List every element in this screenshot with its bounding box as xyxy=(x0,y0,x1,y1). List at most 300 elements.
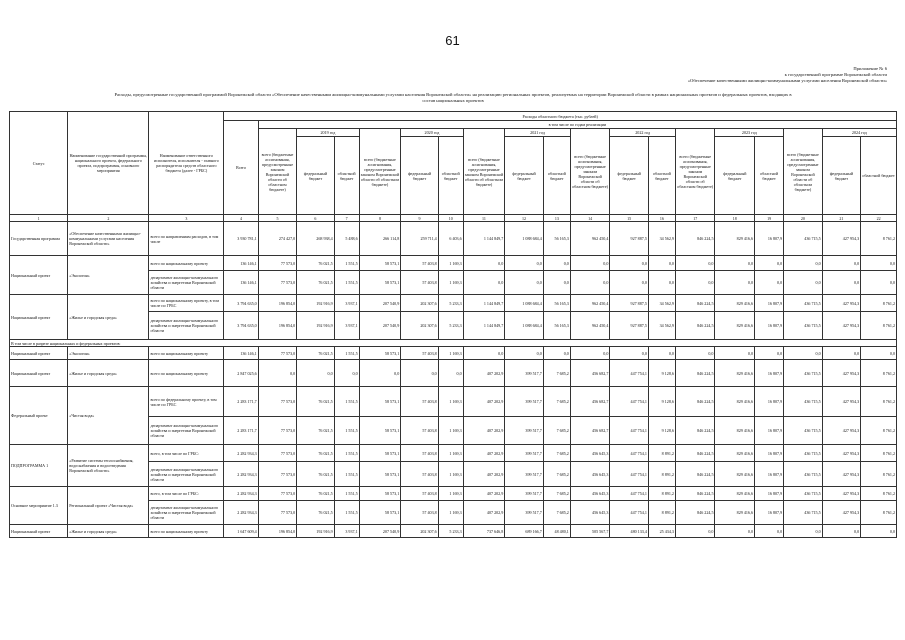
value-cell: 0,0 xyxy=(784,271,823,295)
header-year-2020: 2020 год xyxy=(401,129,463,137)
row-executor: всего, в том числе по ГРБС: xyxy=(149,445,224,462)
value-cell: 846 224,5 xyxy=(675,445,715,462)
table-row xyxy=(10,347,897,360)
value-cell: 447 754,1 xyxy=(610,501,649,525)
row-status: Национальный проект xyxy=(10,360,68,387)
value-cell: 58 573,1 xyxy=(359,347,401,360)
table-row xyxy=(10,487,897,501)
value-cell: 407 202,9 xyxy=(463,417,505,445)
column-number: 10 xyxy=(438,215,463,222)
value-cell: 0,0 xyxy=(715,271,755,295)
value-cell: 436 715,5 xyxy=(784,295,823,312)
header-all-2019: всего (бюджетные ассигнования, предусмотренные законом Воронежской области об областном бюджете) xyxy=(258,129,297,215)
header-year-2024: 2024 год xyxy=(822,129,896,137)
value-cell: 77 573,0 xyxy=(258,462,297,487)
row-status: Национальный проект xyxy=(10,347,68,360)
value-cell: 407 202,9 xyxy=(463,445,505,462)
value-cell: 7 685,2 xyxy=(543,360,570,387)
value-cell: 57 403,8 xyxy=(401,256,438,271)
table-row xyxy=(10,387,897,417)
value-cell: 77 573,0 xyxy=(258,256,297,271)
value-cell: 196 854,0 xyxy=(258,295,297,312)
row-status: Национальный проект xyxy=(10,525,68,538)
value-cell: 1 551,5 xyxy=(334,462,359,487)
column-number: 8 xyxy=(359,215,401,222)
value-cell: 427 954,3 xyxy=(822,295,861,312)
value-cell: 0,0 xyxy=(610,347,649,360)
value-cell: 57 403,8 xyxy=(401,462,438,487)
column-number: 6 xyxy=(297,215,334,222)
value-cell: 202 307,6 xyxy=(401,295,438,312)
value-cell: 57 403,8 xyxy=(401,417,438,445)
value-cell: 927 887,5 xyxy=(610,312,649,340)
value-cell: 76 021,5 xyxy=(297,256,334,271)
value-cell: 427 954,3 xyxy=(822,462,861,487)
value-cell: 77 573,0 xyxy=(258,347,297,360)
value-cell: 427 954,3 xyxy=(822,487,861,501)
value-cell: 57 403,8 xyxy=(401,271,438,295)
value-cell: 202 307,6 xyxy=(401,312,438,340)
value-cell: 0,0 xyxy=(755,347,784,360)
value-cell: 829 416,6 xyxy=(715,445,755,462)
value-cell: 0,0 xyxy=(822,347,861,360)
value-cell: 0,0 xyxy=(675,271,715,295)
value-cell: 0,0 xyxy=(359,360,401,387)
value-cell: 16 807,9 xyxy=(755,462,784,487)
value-cell: 399 517,7 xyxy=(505,487,544,501)
value-cell: 8 761,2 xyxy=(861,222,897,256)
value-cell: 456 645,3 xyxy=(570,501,610,525)
header-year-2023: 2023 год xyxy=(715,129,784,137)
value-cell: 16 807,9 xyxy=(755,312,784,340)
value-cell: 399 517,7 xyxy=(505,417,544,445)
value-cell: 0,0 xyxy=(543,347,570,360)
value-cell: 0,0 xyxy=(675,525,715,538)
value-cell: 77 573,0 xyxy=(258,487,297,501)
row-executor: департамент жилищно-коммунального хозяйства и энергетики Воронежской области xyxy=(149,417,224,445)
value-cell: 0,0 xyxy=(463,347,505,360)
value-cell: 0,0 xyxy=(505,271,544,295)
value-cell: 2 282 934,3 xyxy=(224,501,258,525)
row-executor: департамент жилищно-коммунального хозяйства и энергетики Воронежской области xyxy=(149,271,224,295)
value-cell: 192 916,9 xyxy=(297,295,334,312)
value-cell: 8 761,2 xyxy=(861,501,897,525)
value-cell: 1 088 684,4 xyxy=(505,222,544,256)
value-cell: 737 646,8 xyxy=(463,525,505,538)
value-cell: 0,0 xyxy=(715,525,755,538)
value-cell: 3 794 635,0 xyxy=(224,295,258,312)
row-name: «Обеспечение качественными жилищно-коммунальными услугами населения Воронежской области» xyxy=(68,222,149,256)
value-cell: 0,0 xyxy=(861,525,897,538)
value-cell: 34 562,9 xyxy=(648,312,675,340)
value-cell: 436 715,5 xyxy=(784,487,823,501)
value-cell: 1 551,5 xyxy=(334,417,359,445)
value-cell: 829 416,6 xyxy=(715,360,755,387)
header-federal: федеральный бюджет xyxy=(715,137,755,215)
value-cell: 427 954,3 xyxy=(822,445,861,462)
value-cell: 136 146,1 xyxy=(224,271,258,295)
value-cell: 427 954,3 xyxy=(822,387,861,417)
value-cell: 9 128,6 xyxy=(648,387,675,417)
value-cell: 58 573,1 xyxy=(359,462,401,487)
value-cell: 0,0 xyxy=(648,347,675,360)
value-cell: 962 450,4 xyxy=(570,295,610,312)
value-cell: 1 169,3 xyxy=(438,501,463,525)
value-cell: 436 715,5 xyxy=(784,312,823,340)
value-cell: 427 954,3 xyxy=(822,417,861,445)
caption-line-2: состав национальных проектов xyxy=(422,98,484,103)
value-cell: 0,0 xyxy=(505,347,544,360)
value-cell: 436 715,5 xyxy=(784,417,823,445)
value-cell: 447 754,1 xyxy=(610,417,649,445)
value-cell: 480 133,4 xyxy=(610,525,649,538)
table-row xyxy=(10,445,897,462)
value-cell: 0,0 xyxy=(822,271,861,295)
value-cell: 0,0 xyxy=(755,271,784,295)
value-cell: 2 283 171,7 xyxy=(224,417,258,445)
value-cell: 399 517,7 xyxy=(505,387,544,417)
section-row xyxy=(10,340,897,347)
value-cell: 447 754,1 xyxy=(610,360,649,387)
value-cell: 447 754,1 xyxy=(610,387,649,417)
value-cell: 0,0 xyxy=(715,256,755,271)
value-cell: 1 144 849,7 xyxy=(463,295,505,312)
column-number: 13 xyxy=(543,215,570,222)
value-cell: 8 891,2 xyxy=(648,501,675,525)
value-cell: 846 224,5 xyxy=(675,487,715,501)
value-cell: 2 282 934,3 xyxy=(224,487,258,501)
header-regional: областной бюджет xyxy=(334,137,359,215)
value-cell: 76 021,5 xyxy=(297,462,334,487)
value-cell: 58 573,1 xyxy=(359,271,401,295)
column-number: 17 xyxy=(675,215,715,222)
value-cell: 76 021,5 xyxy=(297,445,334,462)
value-cell: 447 754,1 xyxy=(610,462,649,487)
value-cell: 57 403,8 xyxy=(401,387,438,417)
value-cell: 1 551,5 xyxy=(334,347,359,360)
value-cell: 0,0 xyxy=(755,525,784,538)
value-cell: 0,0 xyxy=(334,360,359,387)
row-status: Национальный проект xyxy=(10,295,68,340)
table-row xyxy=(10,360,897,387)
value-cell: 76 021,5 xyxy=(297,271,334,295)
row-name: Региональный проект «Чистая вода» xyxy=(68,487,149,525)
column-number: 1 xyxy=(10,215,68,222)
value-cell: 927 887,5 xyxy=(610,222,649,256)
value-cell: 1 551,5 xyxy=(334,487,359,501)
value-cell: 0,0 xyxy=(505,256,544,271)
value-cell: 0,0 xyxy=(543,256,570,271)
row-executor: всего по национальному проекту xyxy=(149,347,224,360)
value-cell: 0,0 xyxy=(610,256,649,271)
value-cell: 77 573,0 xyxy=(258,445,297,462)
row-executor: департамент жилищно-коммунального хозяйства и энергетики Воронежской области xyxy=(149,312,224,340)
value-cell: 8 761,2 xyxy=(861,462,897,487)
value-cell: 57 403,8 xyxy=(401,445,438,462)
column-number: 16 xyxy=(648,215,675,222)
value-cell: 25 434,3 xyxy=(648,525,675,538)
value-cell: 5 488,6 xyxy=(334,222,359,256)
header-year-2019: 2019 год xyxy=(297,129,359,137)
value-cell: 0,0 xyxy=(570,256,610,271)
value-cell: 58 573,1 xyxy=(359,417,401,445)
value-cell: 829 416,6 xyxy=(715,501,755,525)
value-cell: 846 224,5 xyxy=(675,222,715,256)
value-cell: 0,0 xyxy=(570,347,610,360)
value-cell: 0,0 xyxy=(543,271,570,295)
value-cell: 456 645,3 xyxy=(570,487,610,501)
value-cell: 192 916,9 xyxy=(297,312,334,340)
value-cell: 9 128,6 xyxy=(648,360,675,387)
value-cell: 689 166,7 xyxy=(505,525,544,538)
value-cell: 136 146,1 xyxy=(224,256,258,271)
value-cell: 0,0 xyxy=(648,256,675,271)
value-cell: 58 573,1 xyxy=(359,487,401,501)
appendix-line-2: к государственной программе Воронежской области xyxy=(784,72,887,77)
value-cell: 266 114,8 xyxy=(359,222,401,256)
value-cell: 0,0 xyxy=(822,525,861,538)
value-cell: 76 021,5 xyxy=(297,417,334,445)
value-cell: 1 551,5 xyxy=(334,271,359,295)
row-executor: всего по федеральному проекту, в том числе по ГРБС xyxy=(149,387,224,417)
value-cell: 207 540,9 xyxy=(359,525,401,538)
header-federal: федеральный бюджет xyxy=(822,137,861,215)
value-cell: 76 021,5 xyxy=(297,501,334,525)
column-number: 3 xyxy=(149,215,224,222)
column-number: 4 xyxy=(224,215,258,222)
value-cell: 2 283 171,7 xyxy=(224,387,258,417)
value-cell: 829 416,6 xyxy=(715,387,755,417)
value-cell: 1 088 684,4 xyxy=(505,312,544,340)
value-cell: 0,0 xyxy=(648,271,675,295)
value-cell: 207 540,9 xyxy=(359,295,401,312)
value-cell: 2 847 025,6 xyxy=(224,360,258,387)
value-cell: 1 647 609,4 xyxy=(224,525,258,538)
header-status: Статус xyxy=(10,112,68,215)
value-cell: 427 954,3 xyxy=(822,312,861,340)
value-cell: 1 169,3 xyxy=(438,256,463,271)
row-status: Национальный проект xyxy=(10,256,68,295)
value-cell: 436 715,5 xyxy=(784,501,823,525)
value-cell: 76 021,5 xyxy=(297,347,334,360)
header-all-2023: всего (бюджетные ассигнования, предусмотренные законом Воронежской области об областном бюджете) xyxy=(675,129,715,215)
value-cell: 0,0 xyxy=(861,347,897,360)
value-cell: 3 930 781,1 xyxy=(224,222,258,256)
value-cell: 274 427,0 xyxy=(258,222,297,256)
row-status: Основное мероприятие 1.3 xyxy=(10,487,68,525)
column-number: 14 xyxy=(570,215,610,222)
value-cell: 1 144 849,7 xyxy=(463,222,505,256)
value-cell: 58 573,1 xyxy=(359,256,401,271)
value-cell: 456 645,3 xyxy=(570,462,610,487)
value-cell: 1 169,3 xyxy=(438,487,463,501)
column-number: 15 xyxy=(610,215,649,222)
value-cell: 846 224,5 xyxy=(675,387,715,417)
value-cell: 829 416,6 xyxy=(715,487,755,501)
value-cell: 192 916,9 xyxy=(297,525,334,538)
row-name: «Жилье и городская среда» xyxy=(68,295,149,340)
value-cell: 0,0 xyxy=(822,256,861,271)
column-number: 12 xyxy=(505,215,544,222)
column-number: 9 xyxy=(401,215,438,222)
value-cell: 16 807,9 xyxy=(755,387,784,417)
value-cell: 1 169,3 xyxy=(438,347,463,360)
value-cell: 846 224,5 xyxy=(675,417,715,445)
value-cell: 427 954,3 xyxy=(822,501,861,525)
value-cell: 77 573,0 xyxy=(258,387,297,417)
value-cell: 1 169,3 xyxy=(438,271,463,295)
value-cell: 8 761,2 xyxy=(861,360,897,387)
value-cell: 58 573,1 xyxy=(359,387,401,417)
value-cell: 0,0 xyxy=(463,256,505,271)
value-cell: 5 233,3 xyxy=(438,312,463,340)
value-cell: 1 169,3 xyxy=(438,445,463,462)
caption-line-1: Расходы, предусмотренные государственной программой Воронежской области «Обеспечение качественными жилищно-коммунальными услугами населения Воронежской области» на реализацию региональных проектов, реализуемых на территории Воронежской области в рамках национальных проектов и федеральных проектов, входящих в xyxy=(114,92,792,97)
value-cell: 846 224,5 xyxy=(675,295,715,312)
value-cell: 407 202,9 xyxy=(463,487,505,501)
value-cell: 76 021,5 xyxy=(297,387,334,417)
value-cell: 2 282 934,3 xyxy=(224,445,258,462)
value-cell: 58 573,1 xyxy=(359,501,401,525)
value-cell: 0,0 xyxy=(675,256,715,271)
value-cell: 407 202,9 xyxy=(463,462,505,487)
row-name: «Жилье и городская среда» xyxy=(68,360,149,387)
value-cell: 3 794 635,0 xyxy=(224,312,258,340)
value-cell: 456 682,7 xyxy=(570,417,610,445)
table-row xyxy=(10,222,897,256)
value-cell: 0,0 xyxy=(784,347,823,360)
value-cell: 0,0 xyxy=(463,271,505,295)
section-label: В том числе в разрезе национальных и федеральных проектов: xyxy=(10,340,897,347)
row-status: Государственная программа xyxy=(10,222,68,256)
value-cell: 16 807,9 xyxy=(755,487,784,501)
table-caption xyxy=(8,92,898,104)
value-cell: 1 169,3 xyxy=(438,417,463,445)
row-executor: всего по национальному проекту xyxy=(149,360,224,387)
row-name: «Чистая вода» xyxy=(68,387,149,445)
value-cell: 846 224,5 xyxy=(675,312,715,340)
header-federal: федеральный бюджет xyxy=(297,137,334,215)
column-number: 19 xyxy=(755,215,784,222)
column-number: 22 xyxy=(861,215,897,222)
header-all-2024: всего (бюджетные ассигнования, предусмотренные законом Воронежской области об областном бюджете) xyxy=(784,129,823,215)
value-cell: 16 807,9 xyxy=(755,417,784,445)
header-year-2022: 2022 год xyxy=(610,129,676,137)
value-cell: 927 887,5 xyxy=(610,295,649,312)
value-cell: 58 573,1 xyxy=(359,445,401,462)
value-cell: 196 854,0 xyxy=(258,525,297,538)
column-number: 21 xyxy=(822,215,861,222)
header-all-2020: всего (бюджетные ассигнования, предусмотренные законом Воронежской области об областном бюджете) xyxy=(359,129,401,215)
page-number: 61 xyxy=(445,33,460,48)
value-cell: 407 202,9 xyxy=(463,360,505,387)
header-expenses: Расходы областного бюджета (тыс. рублей) xyxy=(224,112,897,121)
column-number: 2 xyxy=(68,215,149,222)
value-cell: 9 128,6 xyxy=(648,417,675,445)
column-number: 18 xyxy=(715,215,755,222)
value-cell: 829 416,6 xyxy=(715,222,755,256)
value-cell: 846 224,5 xyxy=(675,462,715,487)
value-cell: 0,0 xyxy=(755,256,784,271)
value-cell: 456 645,3 xyxy=(570,445,610,462)
value-cell: 1 551,5 xyxy=(334,387,359,417)
row-executor: всего по национальному проекту, в том числе по ГРБС xyxy=(149,295,224,312)
header-including-years: в том числе по годам реализации xyxy=(258,121,896,129)
header-regional: областной бюджет xyxy=(861,137,897,215)
header-total: Всего xyxy=(224,121,258,215)
value-cell: 2 282 934,3 xyxy=(224,462,258,487)
value-cell: 57 403,8 xyxy=(401,501,438,525)
value-cell: 0,0 xyxy=(438,360,463,387)
value-cell: 0,0 xyxy=(610,271,649,295)
value-cell: 399 517,7 xyxy=(505,462,544,487)
value-cell: 7 685,2 xyxy=(543,445,570,462)
table-row xyxy=(10,295,897,312)
value-cell: 427 954,3 xyxy=(822,222,861,256)
value-cell: 0,0 xyxy=(784,256,823,271)
value-cell: 399 517,7 xyxy=(505,445,544,462)
header-executor: Наименование ответственного исполнителя, исполнителя - главного распорядителя средств областного бюджета (далее - ГРБС) xyxy=(149,112,224,215)
value-cell: 8 761,2 xyxy=(861,295,897,312)
value-cell: 8 761,2 xyxy=(861,387,897,417)
value-cell: 5 233,3 xyxy=(438,295,463,312)
value-cell: 7 685,2 xyxy=(543,387,570,417)
value-cell: 0,0 xyxy=(570,271,610,295)
expenses-table xyxy=(9,111,897,538)
header-regional: областной бюджет xyxy=(755,137,784,215)
value-cell: 56 165,3 xyxy=(543,222,570,256)
value-cell: 77 573,0 xyxy=(258,417,297,445)
value-cell: 829 416,6 xyxy=(715,417,755,445)
row-executor: всего по национальному проекту xyxy=(149,256,224,271)
column-number: 11 xyxy=(463,215,505,222)
value-cell: 57 403,8 xyxy=(401,487,438,501)
value-cell: 1 551,5 xyxy=(334,501,359,525)
table-row xyxy=(10,256,897,271)
value-cell: 1 551,5 xyxy=(334,445,359,462)
value-cell: 0,0 xyxy=(258,360,297,387)
appendix-note xyxy=(467,66,887,84)
value-cell: 0,0 xyxy=(675,347,715,360)
row-executor: департамент жилищно-коммунального хозяйства и энергетики Воронежской области xyxy=(149,501,224,525)
value-cell: 3 937,1 xyxy=(334,525,359,538)
row-status: ПОДПРОГРАММА 1 xyxy=(10,445,68,487)
value-cell: 1 088 684,4 xyxy=(505,295,544,312)
value-cell: 427 954,3 xyxy=(822,360,861,387)
header-regional: областной бюджет xyxy=(648,137,675,215)
value-cell: 456 682,7 xyxy=(570,387,610,417)
value-cell: 0,0 xyxy=(784,525,823,538)
value-cell: 1 169,3 xyxy=(438,462,463,487)
value-cell: 76 021,5 xyxy=(297,487,334,501)
row-executor: всего по направлениям расходов, в том числе xyxy=(149,222,224,256)
value-cell: 0,0 xyxy=(715,347,755,360)
column-number-row xyxy=(10,215,897,222)
value-cell: 436 715,5 xyxy=(784,222,823,256)
value-cell: 846 224,5 xyxy=(675,501,715,525)
value-cell: 447 754,1 xyxy=(610,445,649,462)
column-number: 5 xyxy=(258,215,297,222)
value-cell: 399 517,7 xyxy=(505,360,544,387)
header-regional: областной бюджет xyxy=(438,137,463,215)
value-cell: 1 144 849,7 xyxy=(463,312,505,340)
value-cell: 268 938,4 xyxy=(297,222,334,256)
value-cell: 407 202,9 xyxy=(463,501,505,525)
value-cell: 1 551,5 xyxy=(334,256,359,271)
header-federal: федеральный бюджет xyxy=(505,137,544,215)
row-name: «Экология» xyxy=(68,256,149,295)
header-federal: федеральный бюджет xyxy=(610,137,649,215)
